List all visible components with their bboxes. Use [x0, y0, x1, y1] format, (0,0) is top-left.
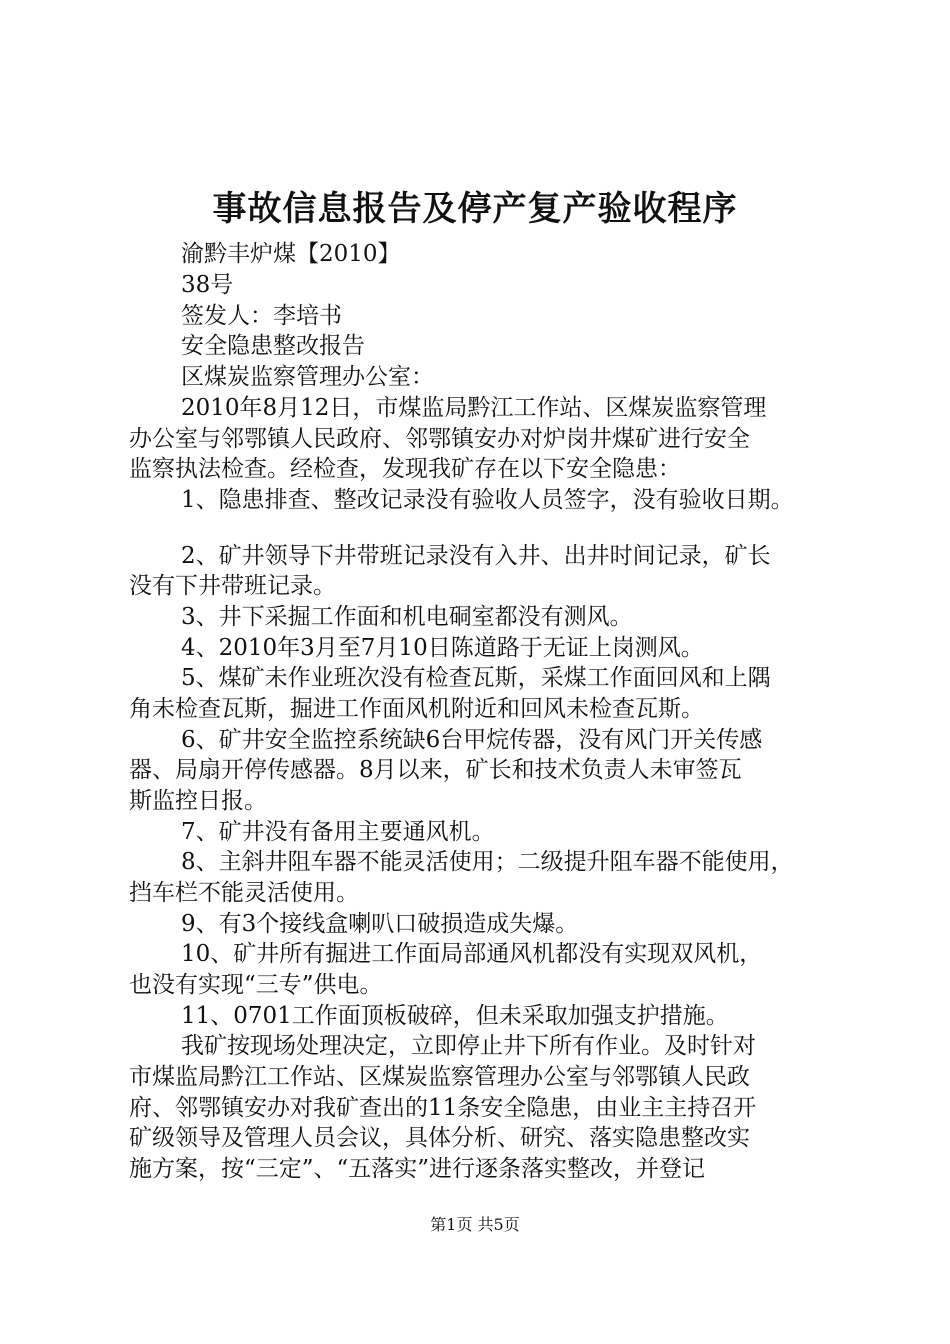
body-line: 2010年8月12日，市煤监局黔江工作站、区煤炭监察管理 — [181, 395, 767, 421]
body-line: 4、2010年3月至7月10日陈道路于无证上岗测风。 — [181, 635, 704, 661]
doc-number-line: 渝黔丰炉煤【2010】 — [181, 241, 401, 267]
body-line: 角未检查瓦斯，掘进工作面风机附近和回风未检查瓦斯。 — [129, 696, 704, 722]
body-line: 5、煤矿未作业班次没有检查瓦斯，采煤工作面回风和上隅 — [181, 665, 771, 691]
body-line: 没有下井带班记录。 — [129, 573, 336, 599]
body-line: 7、矿井没有备用主要通风机。 — [181, 819, 495, 845]
body-line: 市煤监局黔江工作站、区煤炭监察管理办公室与邻鄂镇人民政 — [129, 1064, 750, 1090]
body-line: 也没有实现“三专”供电。 — [129, 972, 383, 998]
body-line: 挡车栏不能灵活使用。 — [129, 880, 359, 906]
doc-number-suffix: 38号 — [181, 272, 234, 298]
body-line: 3、井下采掘工作面和机电硐室都没有测风。 — [181, 604, 633, 630]
report-subtitle: 安全隐患整改报告 — [181, 333, 365, 359]
body-line: 8、主斜井阻车器不能灵活使用；二级提升阻车器不能使用， — [181, 849, 794, 875]
body-line: 2、矿井领导下井带班记录没有入井、出井时间记录，矿长 — [181, 543, 771, 569]
document-title: 事故信息报告及停产复产验收程序 — [212, 189, 738, 229]
signer-line: 签发人：李培书 — [181, 303, 342, 329]
body-line: 器、局扇开停传感器。8月以来，矿长和技术负责人未审签瓦 — [129, 757, 742, 783]
addressee-line: 区煤炭监察管理办公室： — [181, 364, 434, 390]
body-line: 9、有3个接线盒喇叭口破损造成失爆。 — [181, 911, 579, 937]
body-line: 6、矿井安全监控系统缺6台甲烷传器，没有风门开关传感 — [181, 727, 763, 753]
body-line: 我矿按现场处理决定，立即停止井下所有作业。及时针对 — [181, 1033, 756, 1059]
body-line: 府、邻鄂镇安办对我矿查出的11条安全隐患，由业主主持召开 — [129, 1095, 757, 1121]
body-line: 施方案，按“三定”、“五落实”进行逐条落实整改，并登记 — [129, 1156, 706, 1182]
body-line: 11、0701工作面顶板破碎，但未采取加强支护措施。 — [181, 1003, 729, 1029]
body-line: 斯监控日报。 — [129, 788, 267, 814]
body-line: 1、隐患排查、整改记录没有验收人员签字，没有验收日期。 — [181, 487, 794, 513]
body-line: 10、矿井所有掘进工作面局部通风机都没有实现双风机， — [181, 941, 763, 967]
body-line: 矿级领导及管理人员会议，具体分析、研究、落实隐患整改实 — [129, 1125, 750, 1151]
page-footer: 第1页 共5页 — [430, 1215, 520, 1234]
body-line: 办公室与邻鄂镇人民政府、邻鄂镇安办对炉岗井煤矿进行安全 — [129, 426, 750, 452]
body-line: 监察执法检查。经检查，发现我矿存在以下安全隐患： — [129, 456, 681, 482]
